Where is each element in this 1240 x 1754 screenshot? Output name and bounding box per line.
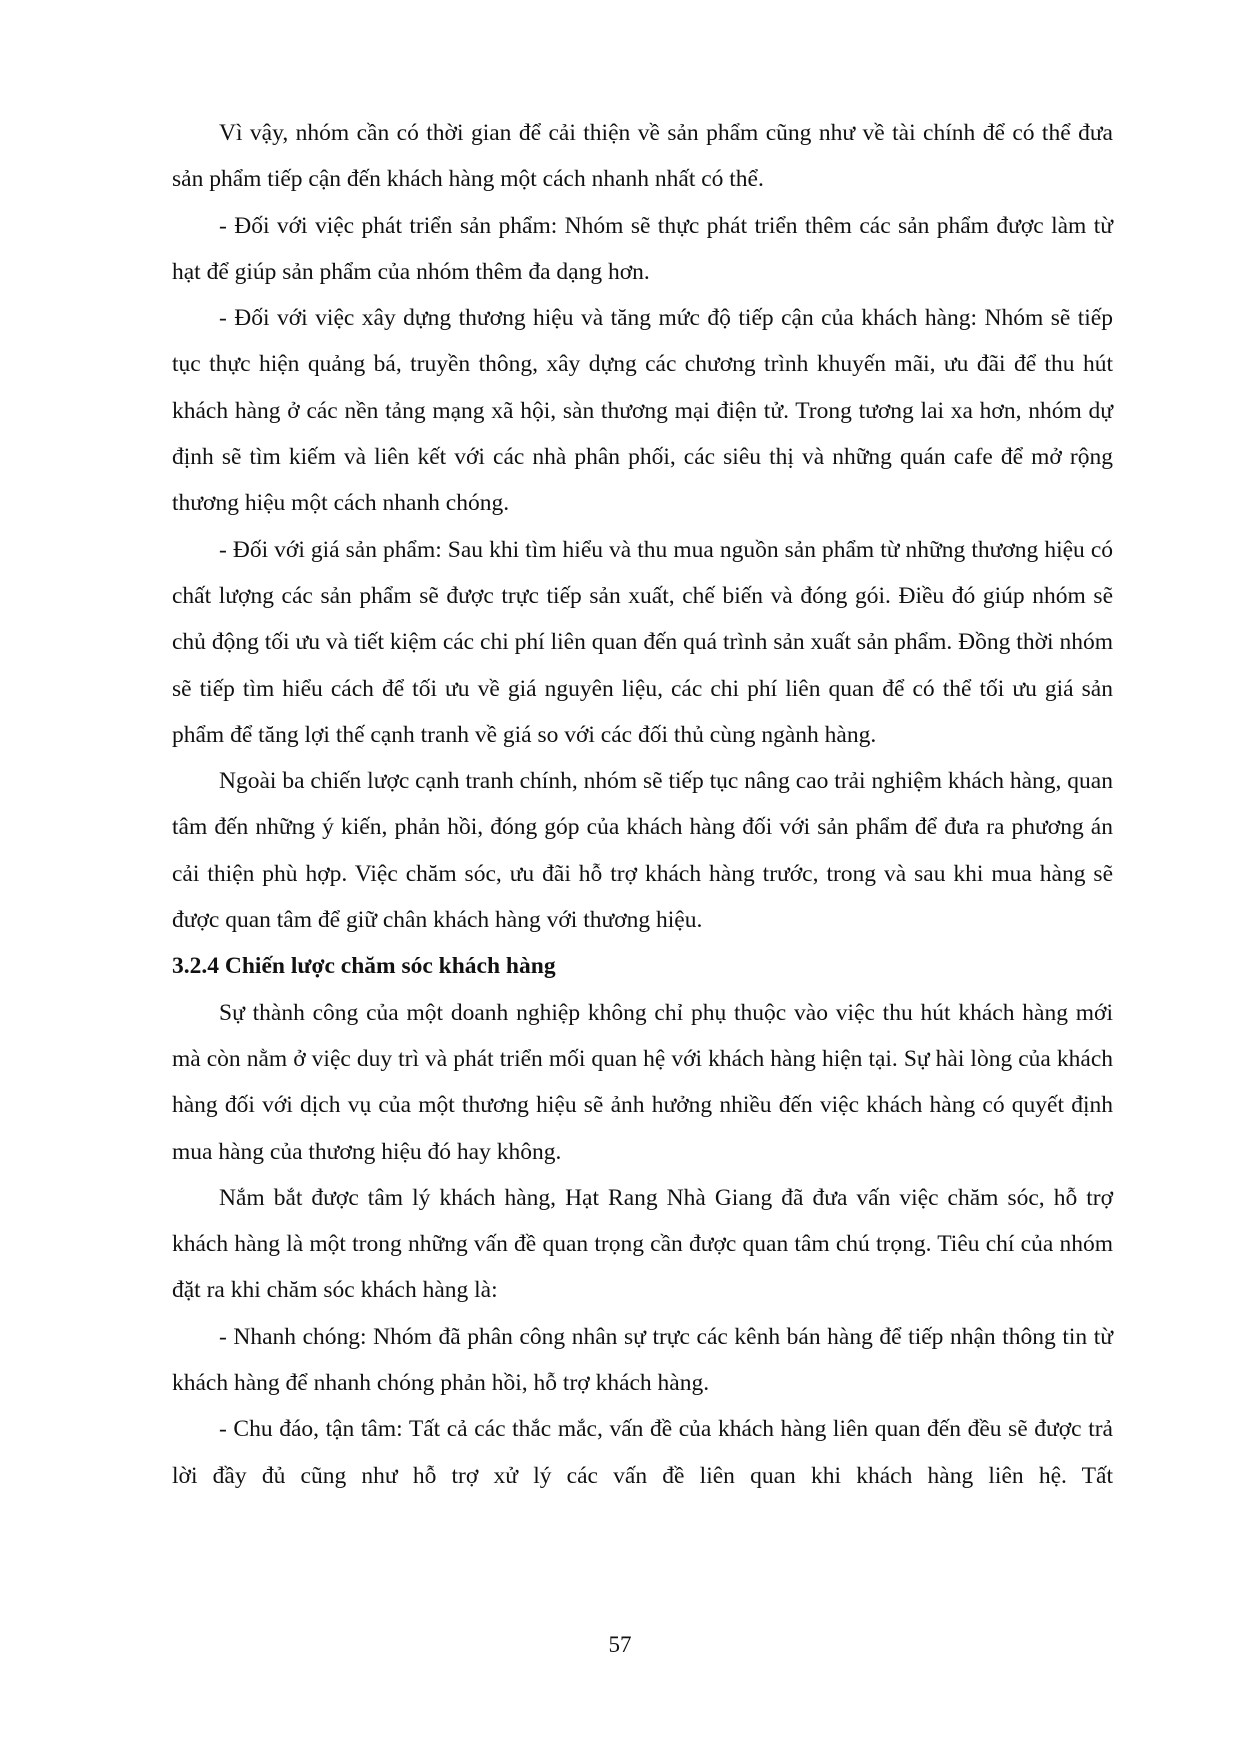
paragraph-criteria-speed: - Nhanh chóng: Nhóm đã phân công nhân sự trực các kênh bán hàng để tiếp nhận thông tin từ khách hàng để nhanh chóng phản hồi, hỗ trợ khách hàng. (172, 1323, 1113, 1397)
page-number: 57 (608, 1632, 632, 1657)
paragraph-criteria-dedication: - Chu đáo, tận tâm: Tất cả các thắc mắc, vấn đề của khách hàng liên quan đến đều sẽ được trả lời đầy đủ cũng như hỗ trợ xử lý các vấn đề liên quan khi khách hàng liên hệ. Tất (172, 1416, 1113, 1489)
paragraph-product-development: - Đối với việc phát triển sản phẩm: Nhóm sẽ thực phát triển thêm các sản phẩm được làm từ hạt để giúp sản phẩm của nhóm thêm đa dạng hơn. (172, 212, 1113, 285)
paragraph-brand-building: - Đối với việc xây dựng thương hiệu và tăng mức độ tiếp cận của khách hàng: Nhóm sẽ tiếp tục thực hiện quảng bá, truyền thông, xây dựng các chương trình khuyến mãi, ưu đãi để thu hút khách hàng ở các nền tảng mạng xã hội, sàn thương mại điện tử. Trong tương lai xa hơn, nhóm dự định sẽ tìm kiếm và liên kết với các nhà phân phối, các siêu thị và những quán cafe để mở rộng thương hiệu một cách nhanh chóng. (172, 305, 1113, 517)
paragraph-business-success: Sự thành công của một doanh nghiệp không chỉ phụ thuộc vào việc thu hút khách hàng mới mà còn nằm ở việc duy trì và phát triển mối quan hệ với khách hàng hiện tại. Sự hài lòng của khách hàng đối với dịch vụ của một thương hiệu sẽ ảnh hưởng nhiều đến việc khách hàng có quyết định mua hàng của thương hiệu đó hay không. (172, 999, 1113, 1165)
paragraph-customer-experience: Ngoài ba chiến lược cạnh tranh chính, nhóm sẽ tiếp tục nâng cao trải nghiệm khách hàng, quan tâm đến những ý kiến, phản hồi, đóng góp của khách hàng đối với sản phẩm để đưa ra phương án cải thiện phù hợp. Việc chăm sóc, ưu đãi hỗ trợ khách hàng trước, trong và sau khi mua hàng sẽ được quan tâm để giữ chân khách hàng với thương hiệu. (172, 768, 1113, 934)
paragraph-customer-psychology: Nắm bắt được tâm lý khách hàng, Hạt Rang Nhà Giang đã đưa vấn việc chăm sóc, hỗ trợ khách hàng là một trong những vấn đề quan trọng cần được quan tâm chú trọng. Tiêu chí của nhóm đặt ra khi chăm sóc khách hàng là: (172, 1184, 1113, 1304)
document-page-body (172, 110, 1113, 1499)
paragraph-financial-improvement: Vì vậy, nhóm cần có thời gian để cải thiện về sản phẩm cũng như về tài chính để có thể đưa sản phẩm tiếp cận đến khách hàng một cách nhanh nhất có thể. (172, 120, 1113, 193)
section-heading-customer-care: 3.2.4 Chiến lược chăm sóc khách hàng (172, 953, 556, 980)
paragraph-product-pricing: - Đối với giá sản phẩm: Sau khi tìm hiểu và thu mua nguồn sản phẩm từ những thương hiệu có chất lượng các sản phẩm sẽ được trực tiếp sản xuất, chế biến và đóng gói. Điều đó giúp nhóm sẽ chủ động tối ưu và tiết kiệm các chi phí liên quan đến quá trình sản xuất sản phẩm. Đồng thời nhóm sẽ tiếp tìm hiểu cách để tối ưu về giá nguyên liệu, các chi phí liên quan để có thể tối ưu giá sản phẩm để tăng lợi thế cạnh tranh về giá so với các đối thủ cùng ngành hàng. (172, 536, 1113, 748)
